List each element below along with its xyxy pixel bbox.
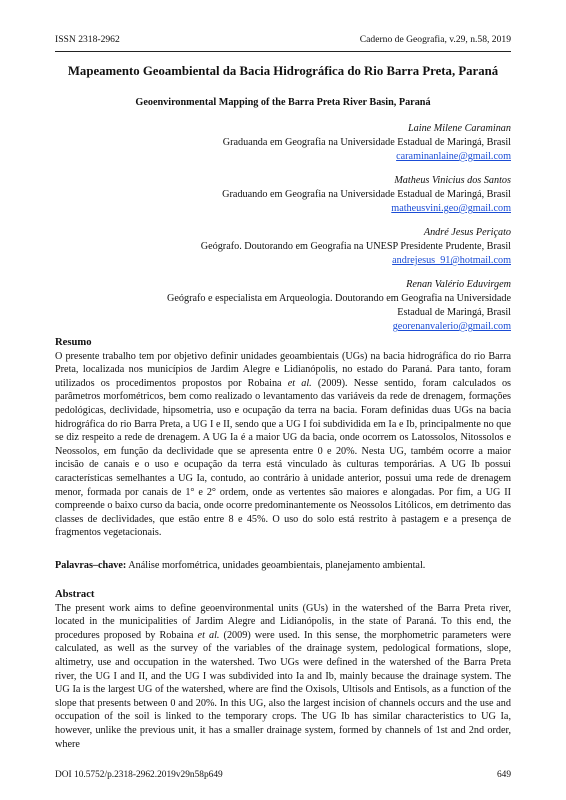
author-name: André Jesus Periçato bbox=[423, 227, 511, 238]
author-list bbox=[140, 112, 511, 334]
author-affiliation: Geógrafo. Doutorando em Geografia na UNESP Presidente Prudente, Brasil bbox=[200, 241, 511, 252]
author-email-link[interactable]: georenanvalerio@gmail.com bbox=[392, 321, 511, 332]
author-name: Renan Valério Eduvirgem bbox=[406, 279, 511, 290]
author-block bbox=[140, 122, 511, 164]
abstract-section bbox=[55, 588, 511, 751]
author-affiliation: Geógrafo e especialista em Arqueologia. Doutorando em Geografia na Universidade Estadual de Maringá, Brasil bbox=[167, 293, 511, 318]
journal-citation: Caderno de Geografia, v.29, n.58, 2019 bbox=[359, 34, 511, 45]
abstract-heading: Abstract bbox=[55, 589, 95, 600]
resumo-heading: Resumo bbox=[55, 337, 92, 348]
running-header bbox=[55, 34, 511, 52]
abstract-text bbox=[55, 602, 511, 752]
resumo-text-part-a: O presente trabalho tem por objetivo definir unidades geoambientais (UGs) na bacia hidrográfica do rio Barra Preta, localizada nos municípios de Jardim Alegre e Lidianópolis, no estado do Paraná. Para tanto, foram utilizados os procedimentos propostos por Robaina bbox=[55, 350, 511, 389]
resumo-text-part-b: (2009). Nesse sentido, foram calculados os parâmetros morfométricos, bem como realizado o levantamento das variáveis da rede de drenagem, formações pedológicas, declividade, hipsometria, uso e ocupação da terra na bacia. Foram definidas duas UGs na bacia hidrográfica do rio Barra Preta, a UG I e II, sendo que a UG I foi subdividida em Ia e Ib, principalmente no que se diz respeito a rede de drenagem. A UG Ia é a maior UG da bacia, onde ocorrem os Latossolos, Nitossolos e Neossolos, em função da declividade que se apresenta entre 0 e 20%. Nesta UG, também ocorre a maior incisão de canais e o uso e ocupação da terra está vinculado às culturas temporárias. A UG Ib possui características semelhantes a UG Ia, contudo, ao contrário à unidade anterior, possui uma rede de drenagem menor, formada por canais de 1° e 2° ordem, onde as vertentes são maiores e alongadas. Por fim, a UG II compreende o baixo curso da bacia, onde ocorre predominantemente os Neossolos Litólicos, em detrimento das classes de declividades, que estão entre 8 e 45%. O uso do solo está restrito à pastagem e a presença de fragmentos vegetacionais. bbox=[55, 377, 512, 539]
page-number: 649 bbox=[496, 770, 511, 780]
abstract-et-al: et al. bbox=[197, 629, 220, 641]
author-affiliation: Graduando em Geografia na Universidade Estadual de Maringá, Brasil bbox=[222, 189, 511, 200]
abstract-text-part-a: The present work aims to define geoenvironmental units (GUs) in the watershed of the Barra Preta river, located in the municipalities of Jardim Alegre and Lidianópolis, in the state of Paraná. To this end, the procedures proposed by Robaina bbox=[55, 602, 511, 641]
abstract-text-part-b: (2009) were used. In this sense, the morphometric parameters were calculated, as well as the survey of the variables of the drainage system, pedological formations, slope, altimetry, use and occupation in the watershed. Two UGs were defined in the watershed of the Barra Preta river, the UG I and II, and the UG I was subdivided into Ia and Ib, mainly because the drainage system. The UG Ia is the largest UG of the watershed, where are find the Oxisols, Ultisols and Entisols, as a function of the slope that presents between 0 and 20%. In this UG, also the largest incision of channels occurs and the use and occupation of the soil is linked to the temporary crops. The UG Ib has similar characteristics to UG Ia, however, unlike the previous unit, it has a smaller drainage system, formed by channels of 1st and 2nd order, where bbox=[55, 629, 511, 750]
author-name: Laine Milene Caraminan bbox=[408, 123, 511, 134]
page-footer bbox=[55, 770, 511, 780]
resumo-section bbox=[55, 336, 511, 540]
resumo-et-al: et al. bbox=[287, 377, 312, 389]
keywords bbox=[55, 560, 511, 571]
keywords-label: Palavras–chave: bbox=[55, 560, 127, 571]
author-email-link[interactable]: andrejesus_91@hotmail.com bbox=[392, 255, 511, 266]
paper-title: Mapeamento Geoambiental da Bacia Hidrográfica do Rio Barra Preta, Paraná bbox=[67, 64, 499, 78]
author-block bbox=[140, 278, 511, 334]
author-email-link[interactable]: matheusvini.geo@gmail.com bbox=[391, 203, 511, 214]
author-block bbox=[140, 226, 511, 268]
paper-subtitle: Geoenvironmental Mapping of the Barra Preta River Basin, Paraná bbox=[135, 97, 431, 108]
author-email-link[interactable]: caraminanlaine@gmail.com bbox=[396, 151, 511, 162]
keywords-text: Análise morfométrica, unidades geoambientais, planejamento ambiental. bbox=[126, 560, 426, 571]
author-block bbox=[140, 174, 511, 216]
doi: DOI 10.5752/p.2318-2962.2019v29n58p649 bbox=[55, 770, 223, 780]
author-affiliation: Graduanda em Geografia na Universidade Estadual de Maringá, Brasil bbox=[222, 137, 511, 148]
resumo-text bbox=[55, 350, 511, 540]
issn: ISSN 2318-2962 bbox=[55, 34, 120, 45]
author-name: Matheus Vinicius dos Santos bbox=[394, 175, 511, 186]
